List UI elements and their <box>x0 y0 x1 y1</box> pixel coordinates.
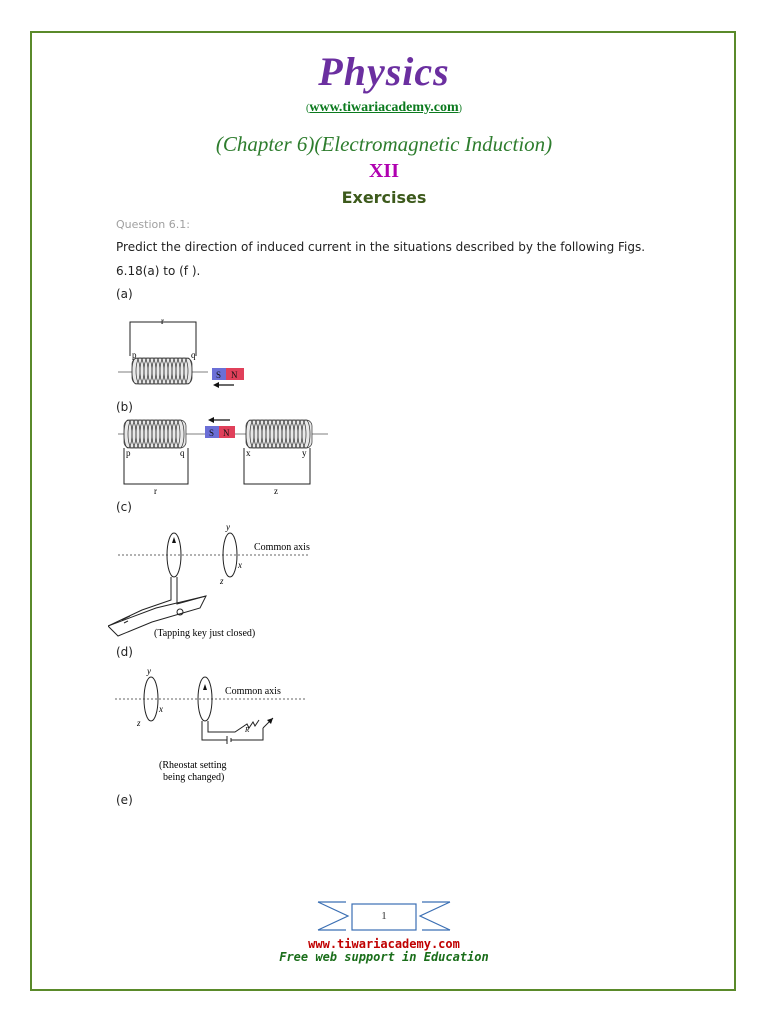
label-z: z <box>137 718 141 728</box>
section-heading: Exercises <box>341 188 427 207</box>
question-text-line1: Predict the direction of induced current in the situations described by the following Figs. <box>116 240 646 254</box>
coil-b-right <box>246 420 312 448</box>
label-r: r <box>154 486 157 496</box>
header-site <box>0 100 768 116</box>
common-axis-label: Common axis <box>225 686 281 697</box>
label-z: z <box>220 576 224 586</box>
label-s: S <box>216 370 222 380</box>
site-close-paren: ) <box>458 103 462 114</box>
page-number: 1 <box>381 910 387 922</box>
part-label-d: (d) <box>116 645 133 659</box>
label-q: q <box>180 448 185 458</box>
svg-text:R: R <box>245 726 250 734</box>
part-label-c: (c) <box>116 500 132 514</box>
rheostat <box>208 720 259 732</box>
chapter-heading: (Chapter 6)(Electromagnetic Induction) <box>215 132 553 156</box>
figure-b <box>118 414 328 496</box>
part-label-a: (a) <box>116 287 133 301</box>
label-y: y <box>147 666 151 676</box>
label-y: y <box>302 448 307 458</box>
question-number: Question 6.1: <box>116 218 190 231</box>
label-q: q <box>191 350 196 360</box>
caption-d-line2: being changed) <box>163 772 225 783</box>
figure-d <box>115 662 315 786</box>
label-z: z <box>274 486 278 496</box>
label-y: y <box>226 522 230 532</box>
label-p: p <box>126 448 131 458</box>
caption-c: (Tapping key just closed) <box>154 628 256 639</box>
caption-d-line1: (Rheostat setting <box>159 760 227 771</box>
common-axis-label: Common axis <box>254 542 310 553</box>
page-title: Physics <box>318 49 450 94</box>
coil-b-left <box>124 420 186 448</box>
label-p: p <box>132 350 137 360</box>
question-text-line2: 6.18(a) to (f ). <box>116 264 201 278</box>
figure-c <box>108 518 323 642</box>
label-x: x <box>159 704 163 714</box>
figure-a <box>118 312 253 394</box>
site-link[interactable]: www.tiwariacademy.com <box>309 100 459 115</box>
label-n: N <box>231 370 238 380</box>
label-x: x <box>246 448 251 458</box>
class-label: XII <box>368 160 399 182</box>
coil-a <box>132 358 192 384</box>
part-label-b: (b) <box>116 400 133 414</box>
label-n: N <box>223 428 230 438</box>
label-r: r <box>161 316 164 326</box>
footer-site[interactable]: www.tiwariacademy.com <box>308 937 460 951</box>
footer-tagline: Free web support in Education <box>279 950 489 964</box>
label-x: x <box>238 560 242 570</box>
label-s: S <box>209 428 215 438</box>
part-label-e: (e) <box>116 793 133 807</box>
site-open-paren: ( <box>306 103 310 114</box>
